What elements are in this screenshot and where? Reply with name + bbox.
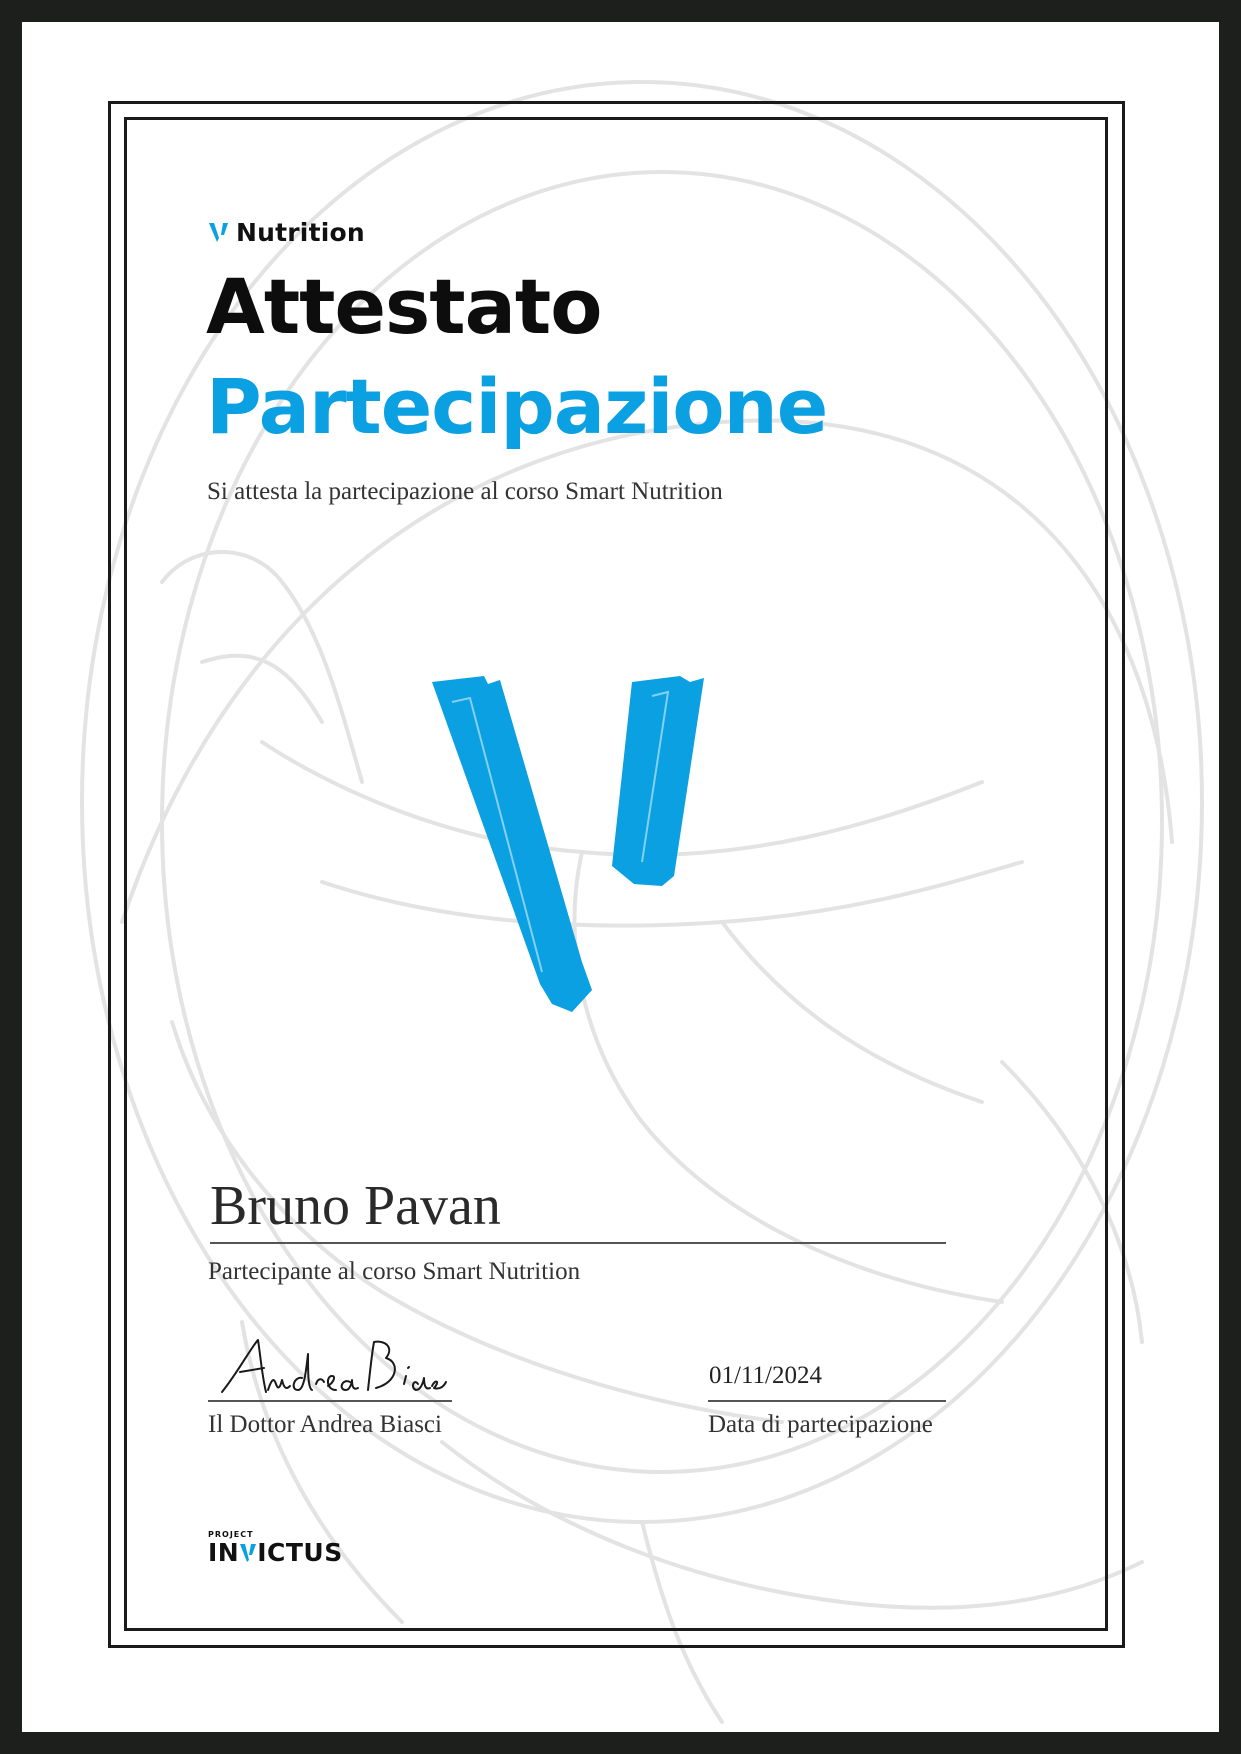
certificate-page: [22, 22, 1219, 1732]
name-underline: [210, 1242, 946, 1244]
footer-logo-part1: IN: [208, 1538, 240, 1567]
signer-title: Il Dottor Andrea Biasci: [208, 1411, 442, 1438]
certificate-title-accent: Partecipazione: [206, 362, 828, 451]
signature-line: [208, 1400, 452, 1402]
recipient-role: Partecipante al corso Smart Nutrition: [208, 1258, 581, 1285]
recipient-name: Bruno Pavan: [210, 1175, 501, 1237]
date-line: [708, 1400, 946, 1402]
certificate-subtitle: Si attesta la partecipazione al corso Smart Nutrition: [207, 478, 723, 505]
footer-logo-part2: ICTUS: [257, 1538, 343, 1567]
brand-name: Nutrition: [236, 217, 365, 247]
brand-v-icon: [208, 221, 230, 243]
certificate-title: Attestato: [206, 262, 602, 351]
project-invictus-logo: [208, 1530, 343, 1576]
participation-date: 01/11/2024: [709, 1362, 822, 1389]
brand-logo: [208, 217, 365, 247]
date-label: Data di partecipazione: [708, 1411, 933, 1438]
footer-v-icon: [240, 1543, 256, 1563]
footer-small-text: PROJECT: [208, 1530, 254, 1539]
brush-v-logo-icon: [422, 672, 742, 1052]
handwritten-signature: [218, 1332, 448, 1404]
